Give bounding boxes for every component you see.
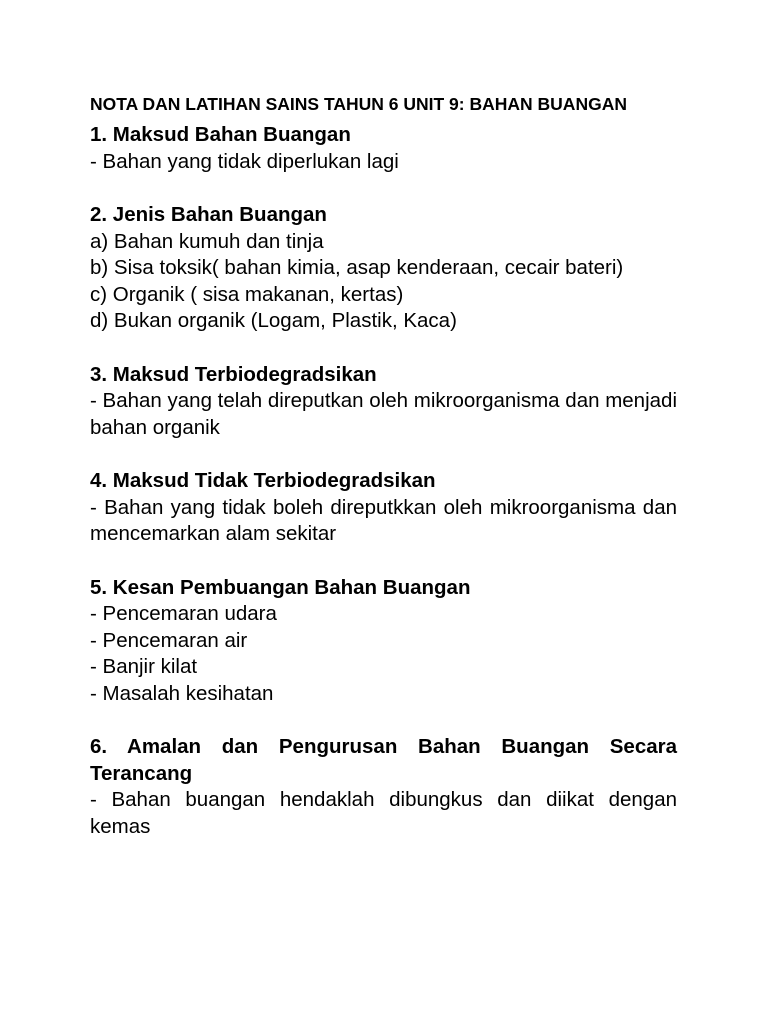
- section-heading: 2. Jenis Bahan Buangan: [90, 203, 327, 226]
- section-amalan-pengurusan: [90, 734, 677, 840]
- document-title: NOTA DAN LATIHAN SAINS TAHUN 6 UNIT 9: BAHAN BUANGAN: [90, 94, 627, 114]
- section-line: - Masalah kesihatan: [90, 681, 274, 705]
- section-line: - Pencemaran air: [90, 628, 248, 652]
- section-line: a) Bahan kumuh dan tinja: [90, 229, 324, 253]
- section-maksud-tidak-terbiodegradsikan: [90, 468, 677, 548]
- section-kesan-pembuangan: [90, 575, 677, 708]
- section-maksud-bahan-buangan: [90, 122, 677, 175]
- section-jenis-bahan-buangan: [90, 202, 677, 335]
- section-line: - Bahan yang telah direputkan oleh mikroorganisma dan menjadi bahan organik: [90, 389, 677, 439]
- section-heading: 3. Maksud Terbiodegradsikan: [90, 362, 377, 386]
- section-maksud-terbiodegradsikan: [90, 362, 677, 442]
- section-line: b) Sisa toksik( bahan kimia, asap kenderaan, cecair bateri): [90, 256, 624, 279]
- section-heading: 1. Maksud Bahan Buangan: [90, 123, 351, 146]
- section-line: - Banjir kilat: [90, 655, 198, 678]
- section-line: - Pencemaran udara: [90, 602, 277, 625]
- section-line: - Bahan yang tidak boleh direputkkan oleh mikroorganisma dan mencemarkan alam sekitar: [90, 495, 677, 545]
- section-line: - Bahan yang tidak diperlukan lagi: [90, 149, 399, 173]
- document-page: [90, 92, 677, 867]
- section-line: c) Organik ( sisa makanan, kertas): [90, 282, 404, 306]
- section-heading: 5. Kesan Pembuangan Bahan Buangan: [90, 575, 471, 599]
- section-line: - Bahan buangan hendaklah dibungkus dan diikat dengan kemas: [90, 788, 677, 838]
- section-line: d) Bukan organik (Logam, Plastik, Kaca): [90, 309, 457, 332]
- section-heading: 6. Amalan dan Pengurusan Bahan Buangan Secara Terancang: [90, 735, 677, 785]
- section-heading: 4. Maksud Tidak Terbiodegradsikan: [90, 469, 436, 492]
